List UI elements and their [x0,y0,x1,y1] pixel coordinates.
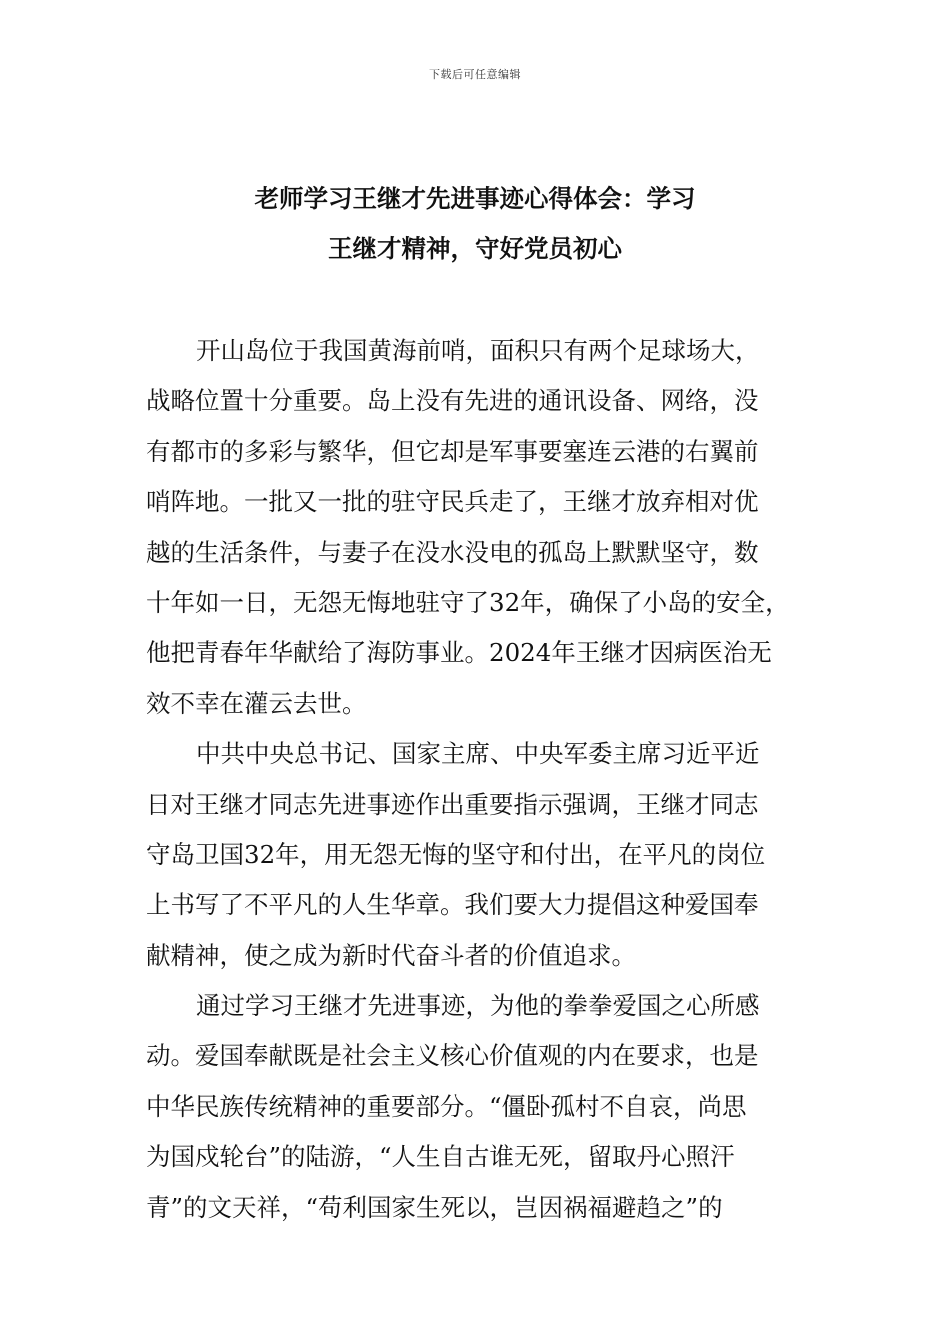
title-line: 王继才精神，守好党员初心 [328,234,622,264]
title-line: 老师学习王继才先进事迹心得体会：学习 [254,184,696,213]
text-line: 越的生活条件，与妻子在没水没电的孤岛上默默坚守，数 [146,537,759,567]
text-line: 他把青春年华献给了海防事业。2024年王继才因病医治无 [146,638,772,668]
text-line: 有都市的多彩与繁华，但它却是军事要塞连云港的右翼前 [146,436,759,466]
text-line: 献精神，使之成为新时代奋斗者的价值追求。 [146,940,636,970]
text-line: 日对王继才同志先进事迹作出重要指示强调，王继才同志 [146,789,759,819]
text-line: 青”的文天祥，“苟利国家生死以，岂因祸福避趋之”的 [146,1192,723,1222]
text-line: 十年如一日，无怨无悔地驻守了32年，确保了小岛的安全， [146,587,790,617]
text-line: 动。爱国奉献既是社会主义核心价值观的内在要求，也是 [146,1041,759,1071]
text-line: 通过学习王继才先进事迹，为他的拳拳爱国之心所感 [196,991,760,1021]
document-body [146,326,826,1233]
text-line: 守岛卫国32年，用无怨无悔的坚守和付出，在平凡的岗位 [146,839,766,869]
text-line: 为国戍轮台”的陆游，“人生自古谁无死，留取丹心照汗 [146,1142,735,1172]
paragraph-1 [146,326,826,729]
text-line: 上书写了不平凡的人生华章。我们要大力提倡这种爱国奉 [146,890,759,920]
paragraph-3 [146,981,826,1233]
text-line: 开山岛位于我国黄海前哨，面积只有两个足球场大， [196,336,760,365]
text-line: 中共中央总书记、国家主席、中央军委主席习近平近 [196,739,760,769]
document-title [140,174,810,275]
header-note: 下载后可任意编辑 [429,68,521,81]
text-line: 战略位置十分重要。岛上没有先进的通讯设备、网络，没 [146,386,759,416]
text-line: 效不幸在灌云去世。 [146,688,367,718]
paragraph-2 [146,729,826,981]
text-line: 中华民族传统精神的重要部分。“僵卧孤村不自哀，尚思 [146,1091,747,1121]
text-line: 哨阵地。一批又一批的驻守民兵走了，王继才放弃相对优 [146,487,759,517]
